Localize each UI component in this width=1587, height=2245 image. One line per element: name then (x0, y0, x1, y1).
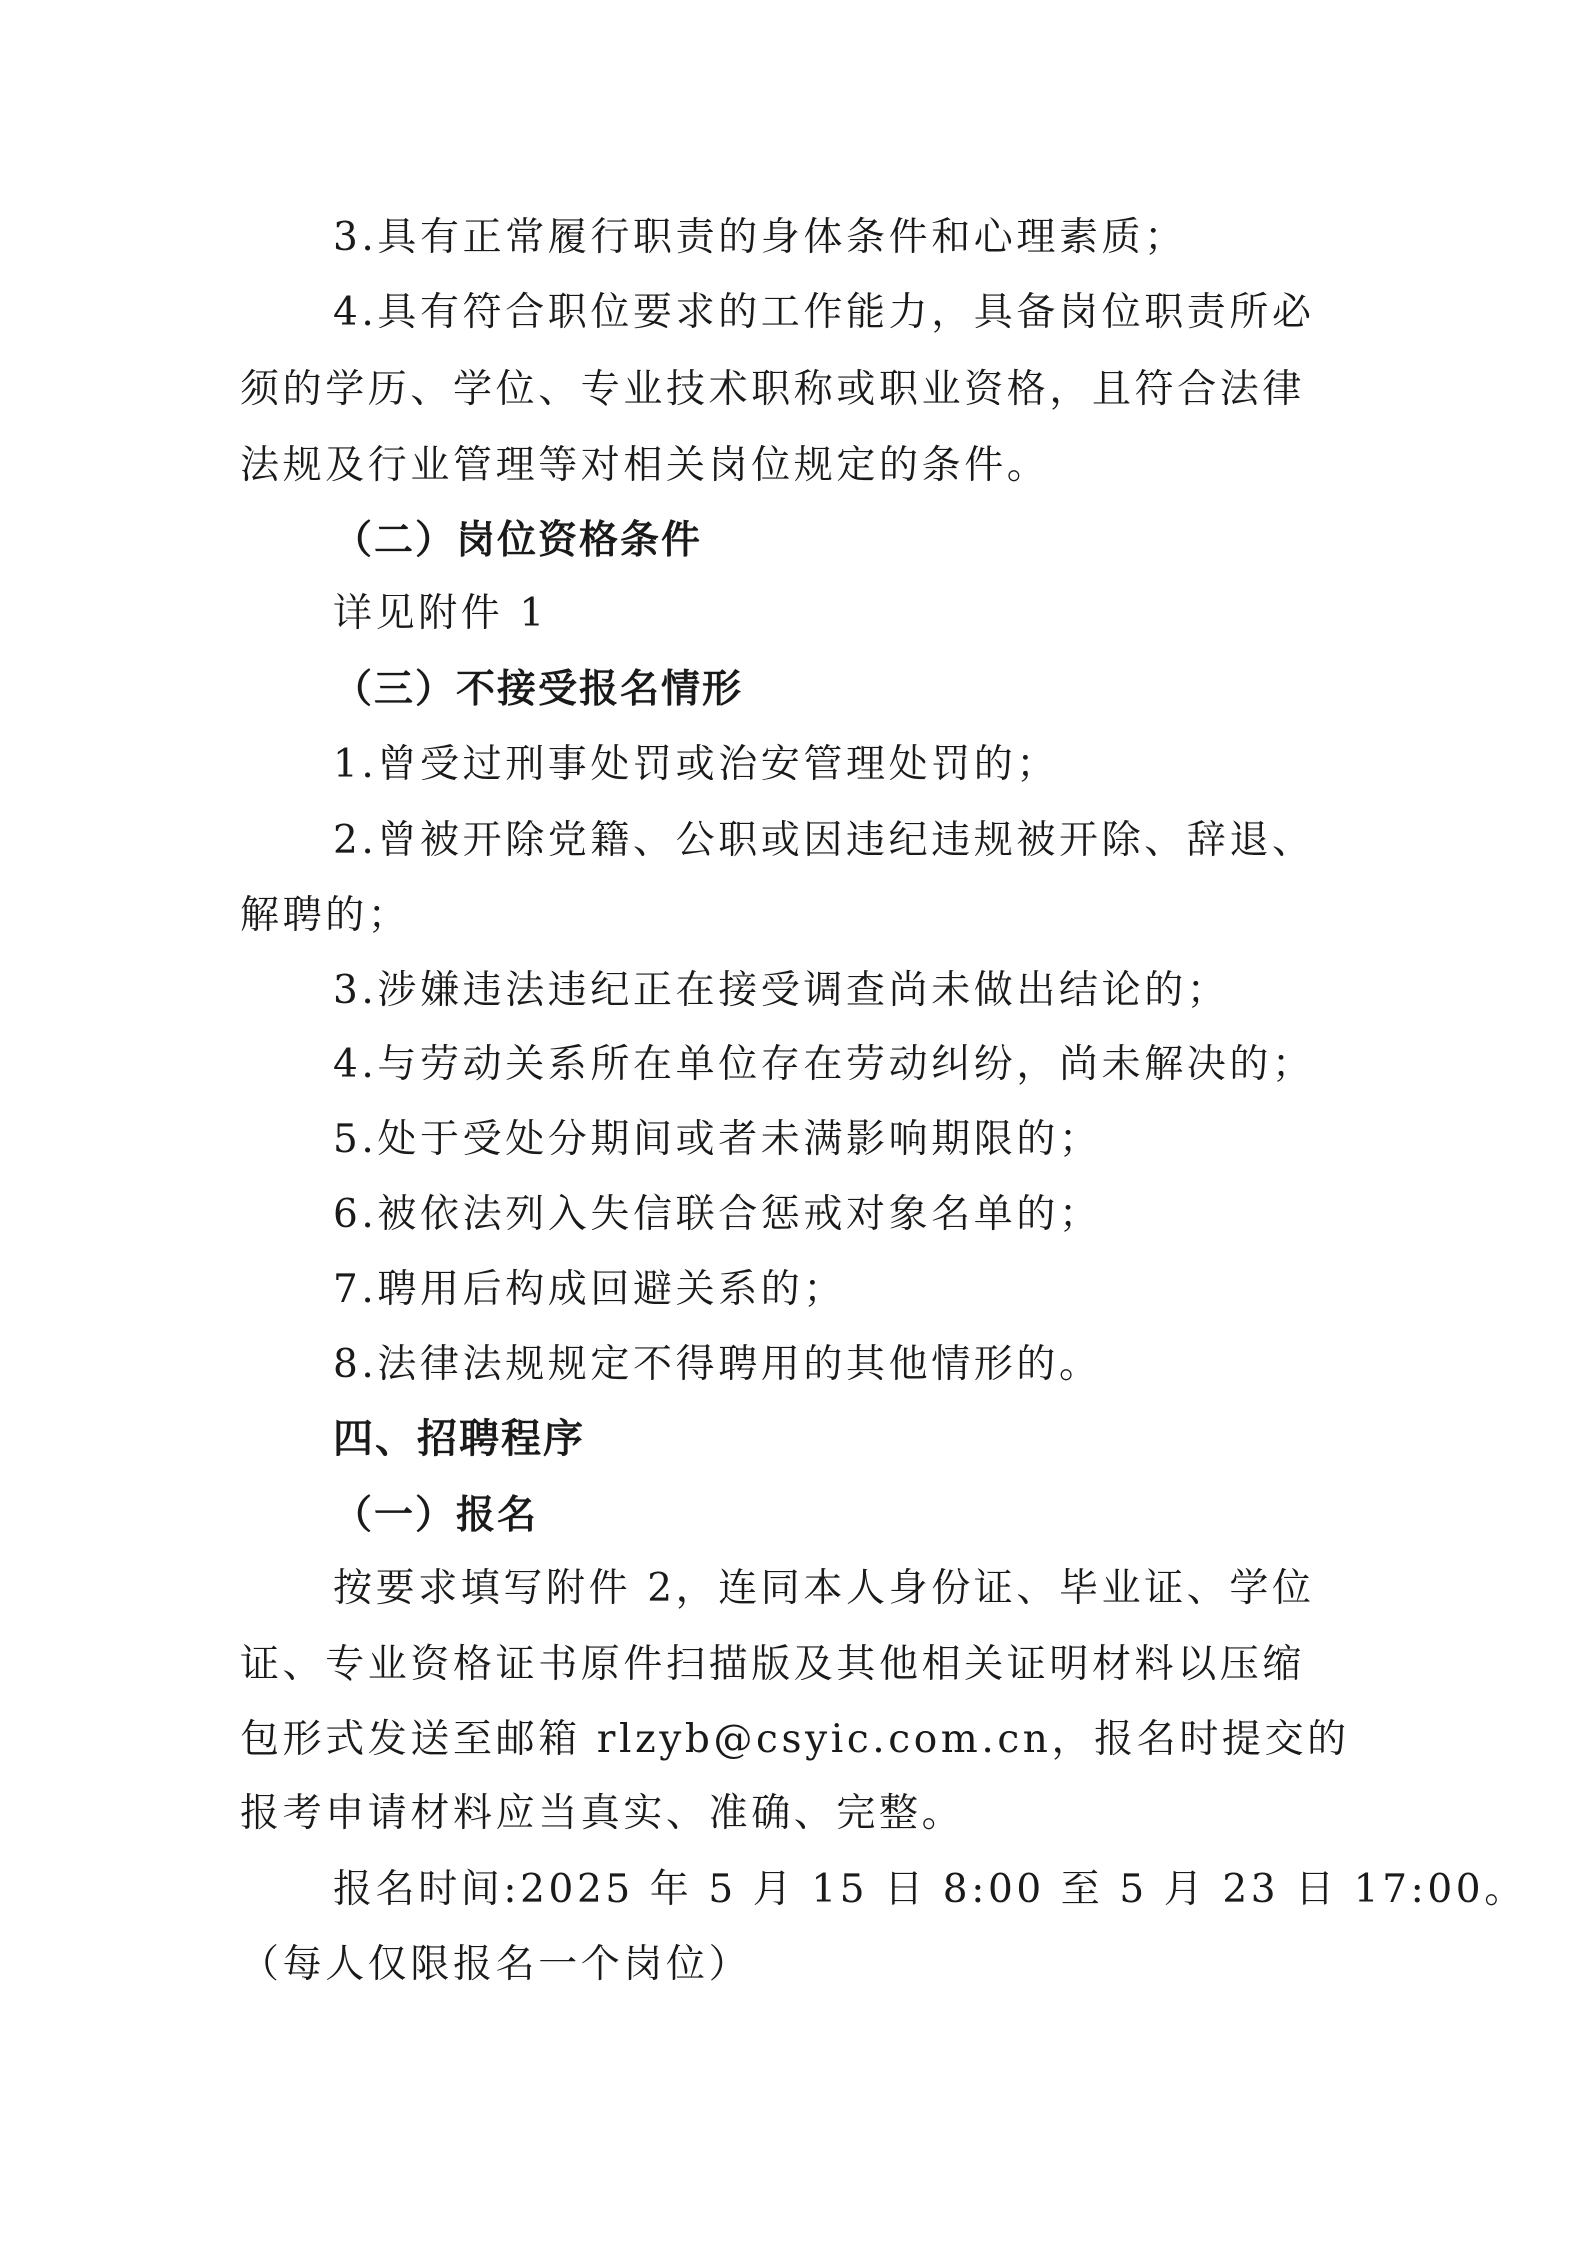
paragraph-line: 3.具有正常履行职责的身体条件和心理素质； (333, 215, 1187, 260)
paragraph-line: 证、专业资格证书原件扫描版及其他相关证明材料以压缩 (240, 1642, 1306, 1687)
list-item: 3.涉嫌违法违纪正在接受调查尚未做出结论的； (333, 968, 1230, 1013)
paragraph-line: 包形式发送至邮箱 rlzyb@csyic.com.cn，报名时提交的 (240, 1717, 1350, 1762)
paragraph-line: 详见附件 1 (333, 591, 548, 636)
list-item: 5.处于受处分期间或者未满影响期限的； (333, 1117, 1102, 1162)
registration-time: 报名时间:2025 年 5 月 15 日 8:00 至 5 月 23 日 17:00。 (333, 1867, 1527, 1912)
list-item: 7.聘用后构成回避关系的； (333, 1267, 847, 1312)
section-subheading: （三）不接受报名情形 (333, 666, 744, 712)
paragraph-line: 按要求填写附件 2，连同本人身份证、毕业证、学位 (333, 1566, 1315, 1611)
paragraph-line: 须的学历、学位、专业技术职称或职业资格，且符合法律 (240, 367, 1306, 412)
list-item-continuation: 解聘的； (240, 893, 411, 938)
list-item: 2.曾被开除党籍、公职或因违纪违规被开除、辞退、 (333, 818, 1315, 863)
list-item: 1.曾受过刑事处罚或治安管理处罚的； (333, 742, 1060, 787)
list-item: 8.法律法规规定不得聘用的其他情形的。 (333, 1342, 1102, 1387)
list-item: 6.被依法列入失信联合惩戒对象名单的； (333, 1192, 1102, 1237)
registration-note: （每人仅限报名一个岗位） (240, 1942, 752, 1987)
section-subheading: （二）岗位资格条件 (333, 517, 703, 563)
section-subheading: （一）报名 (333, 1492, 539, 1538)
paragraph-line: 4.具有符合职位要求的工作能力，具备岗位职责所必 (333, 290, 1315, 335)
paragraph-line: 法规及行业管理等对相关岗位规定的条件。 (240, 443, 1050, 488)
paragraph-line: 报考申请材料应当真实、准确、完整。 (240, 1791, 965, 1836)
list-item: 4.与劳动关系所在单位存在劳动纠纷，尚未解决的； (333, 1042, 1315, 1087)
section-heading: 四、招聘程序 (333, 1416, 585, 1462)
